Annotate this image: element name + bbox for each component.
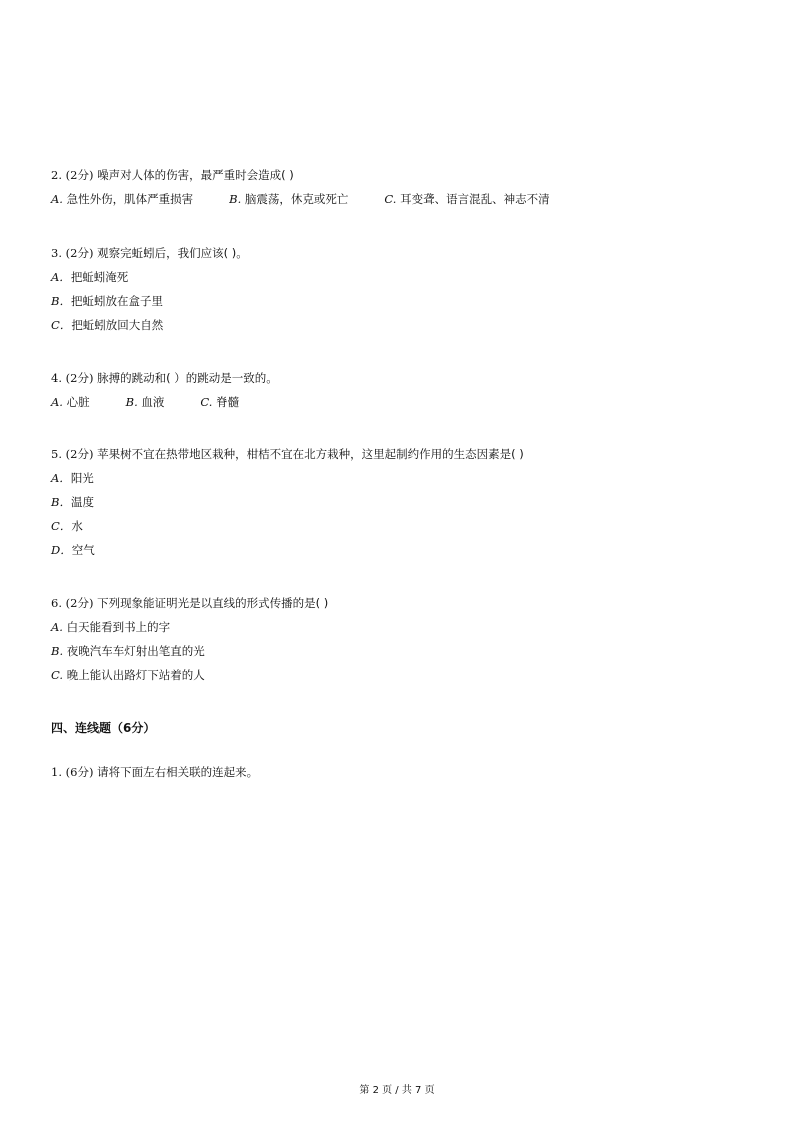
question-text: 下列现象能证明光是以直线的形式传播的是( ) xyxy=(97,596,329,610)
question-number: 4. xyxy=(51,371,62,385)
section-heading: 四、连线题（6分） xyxy=(51,721,156,735)
option-a: A．阳光 xyxy=(51,471,94,485)
question-6 xyxy=(51,591,751,687)
question-4 xyxy=(51,366,751,414)
question-2 xyxy=(51,163,751,211)
question-text: 噪声对人体的伤害，最严重时会造成( ) xyxy=(97,168,294,182)
question-3 xyxy=(51,241,751,337)
option-c: C．把蚯蚓放回大自然 xyxy=(51,318,164,332)
page-footer: 第 2 页 / 共 7 页 xyxy=(359,1085,435,1096)
question-stem xyxy=(51,442,751,466)
question-score: (2分) xyxy=(65,246,94,260)
option-c: C. 耳变聋、语言混乱、神志不清 xyxy=(384,192,550,206)
option-row xyxy=(51,390,751,414)
question-number: 5. xyxy=(51,447,62,461)
option-b: B．温度 xyxy=(51,495,94,509)
option-a: A. 急性外伤，肌体严重损害 xyxy=(51,192,194,206)
question-stem xyxy=(51,366,751,390)
question-number: 6. xyxy=(51,596,62,610)
question-text: 观察完蚯蚓后，我们应该( )。 xyxy=(97,246,248,260)
question-stem xyxy=(51,241,751,265)
option-c: C．水 xyxy=(51,519,83,533)
question-score: (6分) xyxy=(65,765,94,779)
question-number: 1. xyxy=(51,765,62,779)
option-a: A. 心脏 xyxy=(51,395,90,409)
question-text: 苹果树不宜在热带地区栽种，柑桔不宜在北方栽种，这里起制约作用的生态因素是( ) xyxy=(97,447,524,461)
question-score: (2分) xyxy=(65,447,94,461)
option-a: A. 白天能看到书上的字 xyxy=(51,620,171,634)
option-d: D．空气 xyxy=(51,543,95,557)
option-b: B. 脑震荡，休克或死亡 xyxy=(229,192,349,206)
matching-question-1 xyxy=(51,760,751,784)
question-score: (2分) xyxy=(65,371,94,385)
option-b: B. 夜晚汽车车灯射出笔直的光 xyxy=(51,644,205,658)
question-text: 请将下面左右相关联的连起来。 xyxy=(97,765,259,779)
option-c: C. 晚上能认出路灯下站着的人 xyxy=(51,668,205,682)
question-text: 脉搏的跳动和( ）的跳动是一致的。 xyxy=(97,371,278,385)
option-row xyxy=(51,187,751,211)
question-5 xyxy=(51,442,751,562)
question-score: (2分) xyxy=(65,168,94,182)
question-stem xyxy=(51,760,751,784)
question-number: 3. xyxy=(51,246,62,260)
option-b: B．把蚯蚓放在盒子里 xyxy=(51,294,163,308)
option-c: C. 脊髓 xyxy=(200,395,240,409)
option-b: B. 血液 xyxy=(125,395,165,409)
question-number: 2. xyxy=(51,168,62,182)
option-a: A．把蚯蚓淹死 xyxy=(51,270,129,284)
question-stem xyxy=(51,163,751,187)
question-stem xyxy=(51,591,751,615)
question-score: (2分) xyxy=(65,596,94,610)
